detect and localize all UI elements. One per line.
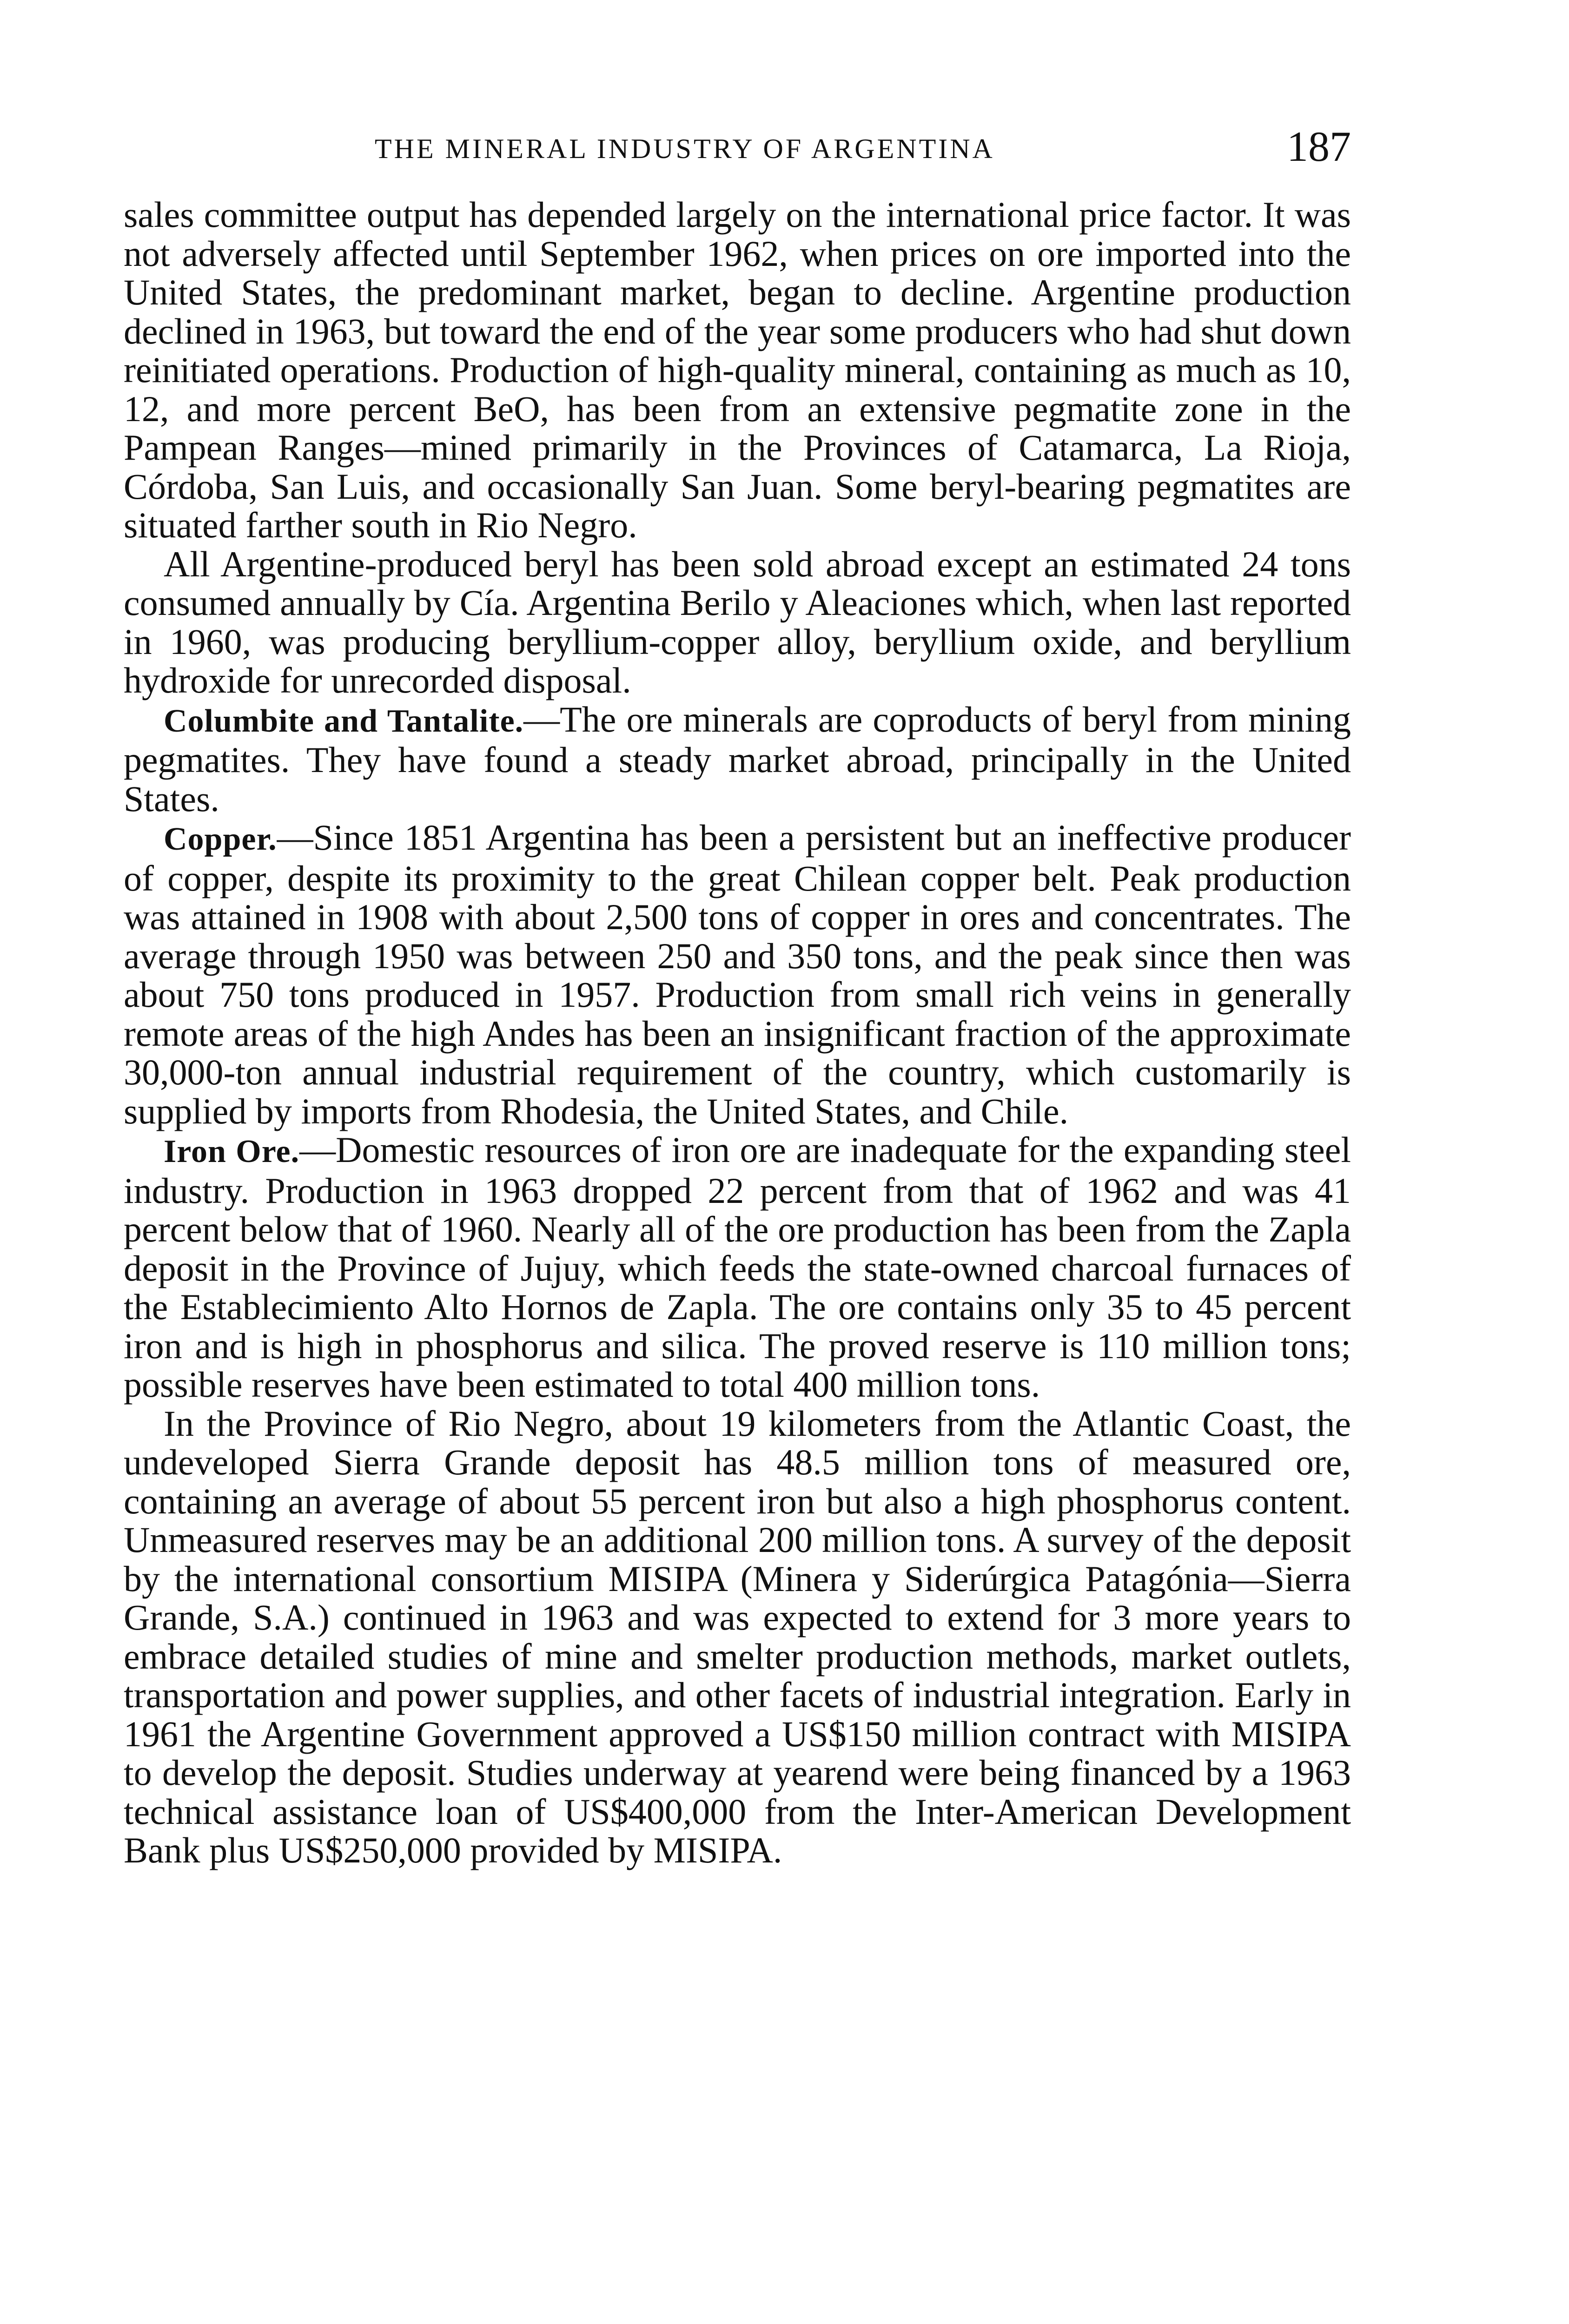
running-title: THE MINERAL INDUSTRY OF ARGENTINA <box>375 133 995 164</box>
page-number: 187 <box>1287 123 1351 170</box>
paragraph-iron-ore-text: —Domestic resources of iron ore are inadequate for the expanding steel industry. Production in 1963 dropped 22 percent from that of 1962 and was 41 percent below that of 1960. Nearly all of the ore production has been from the Zapla deposit in the Province of Jujuy, which feeds the state-owned charcoal furnaces of the Establecimiento Alto Hornos de Zapla. The ore contains only 35 to 45 percent iron and is high in phosphorus and silica. The proved reserve is 110 million tons; possible reserves have been estimated to total 400 million tons. <box>124 1129 1351 1405</box>
paragraph-beryl-continued: sales committee output has depended largely on the international price factor. It was not adversely affected until September 1962, when prices on ore imported into the United States, the predominant market, began to decline. Argentine production declined in 1963, but toward the end of the year some producers who had shut down reinitiated operations. Production of high-quality mineral, containing as much as 10, 12, and more percent BeO, has been from an extensive pegmatite zone in the Pampean Ranges—mined primarily in the Provinces of Catamarca, La Rioja, Córdoba, San Luis, and occasionally San Juan. Some beryl-bearing pegmatites are situated farther south in Rio Negro. <box>124 194 1351 545</box>
paragraph-sierra-grande: In the Province of Rio Negro, about 19 kilometers from the Atlantic Coast, the undeveloped Sierra Grande deposit has 48.5 million tons of measured ore, containing an average of about 55 percent iron but also a high phosphorus content. Unmeasured reserves may be an additional 200 million tons. A survey of the deposit by the international consortium MISIPA (Minera y Siderúrgica Patagónia—Sierra Grande, S.A.) continued in 1963 and was expected to extend for 3 more years to embrace detailed studies of mine and smelter production methods, market outlets, transportation and power supplies, and other facets of industrial integration. Early in 1961 the Argentine Government approved a US$150 million contract with MISIPA to develop the deposit. Studies underway at yearend were being financed by a 1963 technical assistance loan of US$400,000 from the Inter-American Development Bank plus US$250,000 provided by MISIPA. <box>124 1403 1351 1870</box>
rubric-iron-ore: Iron Ore. <box>164 1134 300 1169</box>
paragraph-copper <box>124 818 1351 1130</box>
paragraph-iron-ore <box>124 1130 1351 1404</box>
rubric-columbite-tantalite: Columbite and Tantalite. <box>164 703 524 739</box>
rubric-copper: Copper. <box>164 821 277 857</box>
document-page <box>124 0 1351 1870</box>
body-text <box>124 195 1351 1870</box>
paragraph-copper-text: —Since 1851 Argentina has been a persistent but an ineffective producer of copper, despite its proximity to the great Chilean copper belt. Peak production was attained in 1908 with about 2,500 tons of copper in ores and concentrates. The average through 1950 was between 250 and 350 tons, and the peak since then was about 750 tons produced in 1957. Production from small rich veins in generally remote areas of the high Andes has been an insignificant fraction of the approximate 30,000-ton annual industrial requirement of the country, which customarily is supplied by imports from Rhodesia, the United States, and Chile. <box>124 817 1351 1131</box>
paragraph-columbite-tantalite <box>124 700 1351 819</box>
paragraph-beryl-exports: All Argentine-produced beryl has been sold abroad except an estimated 24 tons consumed annually by Cía. Argentina Berilo y Aleaciones which, when last reported in 1960, was producing beryllium-copper alloy, beryllium oxide, and beryllium hydroxide for unrecorded disposal. <box>124 543 1351 700</box>
running-header <box>124 0 1351 195</box>
paragraph-columbite-text: —The ore minerals are coproducts of beryl from mining pegmatites. They have found a steady market abroad, principally in the United States. <box>124 699 1351 819</box>
